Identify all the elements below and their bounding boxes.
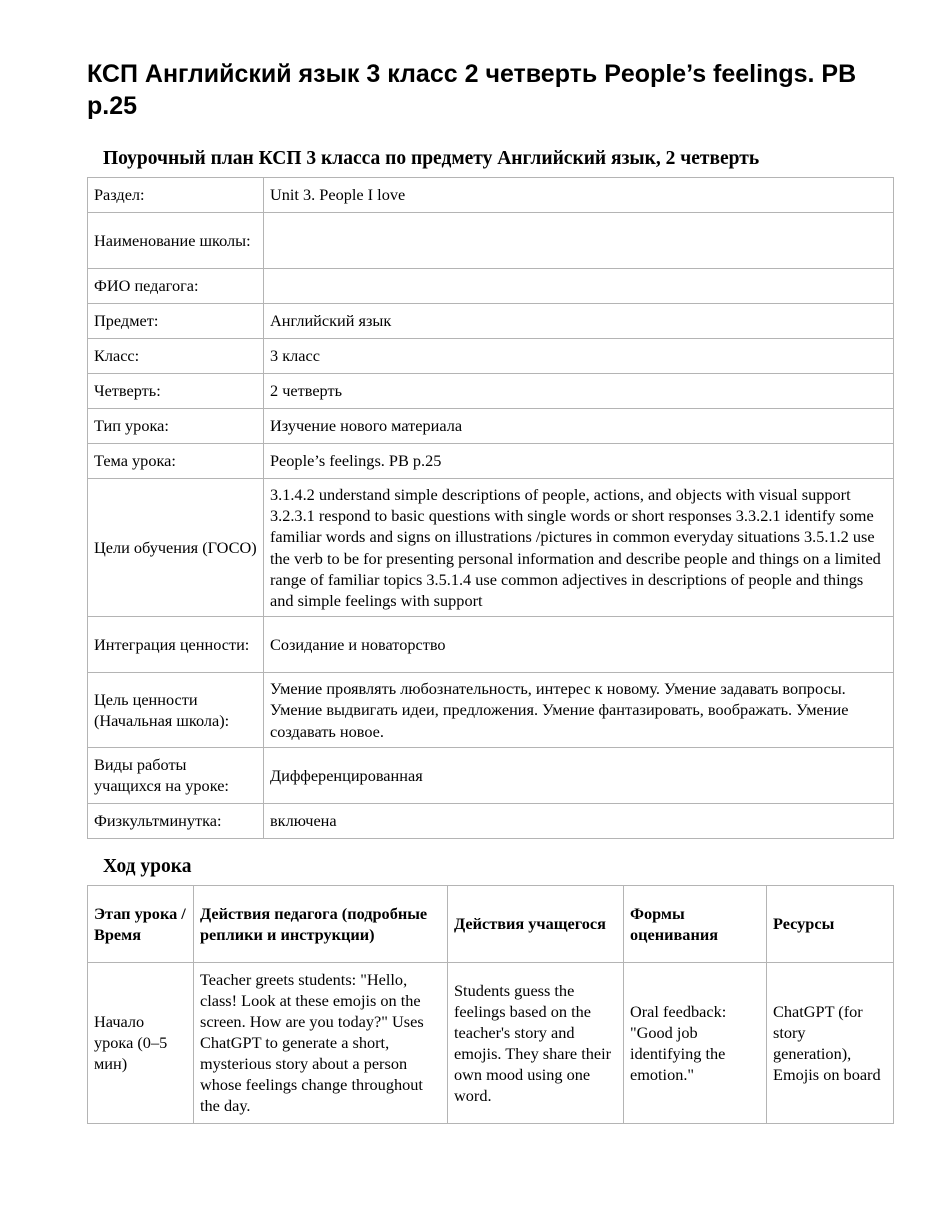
resources-cell: ChatGPT (for story generation), Emojis on board [767, 962, 894, 1123]
info-label: Предмет: [88, 304, 264, 339]
table-row [88, 374, 894, 409]
table-row [88, 213, 894, 269]
table-row [88, 409, 894, 444]
info-value: People’s feelings. PB p.25 [264, 444, 894, 479]
info-value: включена [264, 803, 894, 838]
info-label: Интеграция ценности: [88, 617, 264, 673]
table-row [88, 339, 894, 374]
course-heading: Ход урока [103, 855, 192, 877]
info-value: 3.1.4.2 understand simple descriptions of people, actions, and objects with visual support 3.2.3.1 respond to basic questions with single words or short responses 3.3.2.1 identify some familiar words and signs on illustrations /pictures in common everyday situations 3.5.1.2 use the verb to be for presenting personal information and describe people and things on a limited range of familiar topics 3.5.1.4 use common adjectives in descriptions of people and things and simple feelings with support [264, 479, 894, 617]
column-header-resources: Ресурсы [767, 885, 894, 962]
stage-cell: Начало урока (0–5 мин) [88, 962, 194, 1123]
info-value: Изучение нового материала [264, 409, 894, 444]
teacher-actions-cell: Teacher greets students: "Hello, class! Look at these emojis on the screen. How are you today?" Uses ChatGPT to generate a short, mysterious story about a person whose feelings change throughout the day. [194, 962, 448, 1123]
student-actions-cell: Students guess the feelings based on the teacher's story and emojis. They share their own mood using one word. [448, 962, 624, 1123]
table-header-row [88, 885, 894, 962]
info-label: Цели обучения (ГОСО) [88, 479, 264, 617]
column-header-teacher-actions: Действия педагога (подробные реплики и инструкции) [194, 885, 448, 962]
table-row [88, 962, 894, 1123]
info-label: Физкультминутка: [88, 803, 264, 838]
info-value: Unit 3. People I love [264, 178, 894, 213]
table-row [88, 803, 894, 838]
info-label: ФИО педагога: [88, 269, 264, 304]
info-label: Тема урока: [88, 444, 264, 479]
table-row [88, 479, 894, 617]
table-row [88, 673, 894, 748]
info-label: Раздел: [88, 178, 264, 213]
info-value: Английский язык [264, 304, 894, 339]
info-label: Цель ценности (Начальная школа): [88, 673, 264, 748]
info-value: Умение проявлять любознательность, интерес к новому. Умение задавать вопросы. Умение выдвигать идеи, предложения. Умение фантазировать, воображать. Умение создавать новое. [264, 673, 894, 748]
info-label: Наименование школы: [88, 213, 264, 269]
column-header-student-actions: Действия учащегося [448, 885, 624, 962]
table-row [88, 178, 894, 213]
lesson-info-table [87, 177, 894, 839]
table-row [88, 269, 894, 304]
plan-heading: Поурочный план КСП 3 класса по предмету Английский язык, 2 четверть [103, 148, 760, 169]
column-header-stage: Этап урока / Время [88, 885, 194, 962]
assessment-cell: Oral feedback: "Good job identifying the emotion." [624, 962, 767, 1123]
table-row [88, 444, 894, 479]
info-value: 3 класс [264, 339, 894, 374]
lesson-course-table [87, 885, 894, 1124]
table-row [88, 304, 894, 339]
table-row [88, 747, 894, 803]
info-label: Виды работы учащихся на уроке: [88, 747, 264, 803]
info-value [264, 213, 894, 269]
info-value [264, 269, 894, 304]
info-label: Тип урока: [88, 409, 264, 444]
info-value: 2 четверть [264, 374, 894, 409]
info-value: Дифференцированная [264, 747, 894, 803]
table-row [88, 617, 894, 673]
info-label: Четверть: [88, 374, 264, 409]
info-label: Класс: [88, 339, 264, 374]
info-value: Созидание и новаторство [264, 617, 894, 673]
document-title: КСП Английский язык 3 класс 2 четверть People’s feelings. PB p.25 [87, 60, 857, 120]
document-page [87, 58, 893, 1124]
column-header-assessment: Формы оценивания [624, 885, 767, 962]
